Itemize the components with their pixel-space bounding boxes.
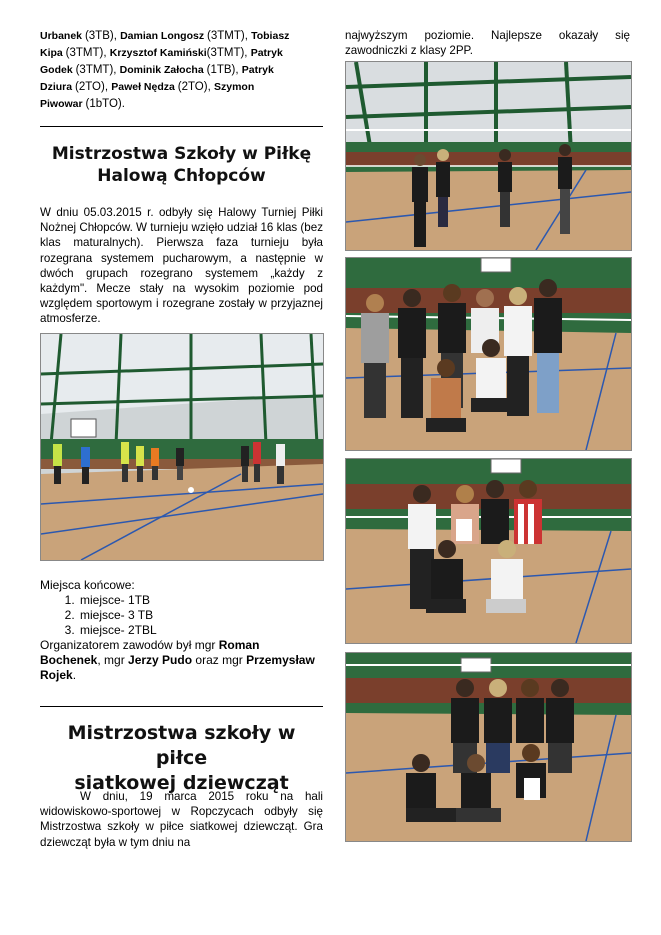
girls-section	[40, 721, 323, 796]
futsal-photo	[40, 333, 324, 561]
player-name: Damian Longosz	[120, 30, 208, 42]
player-name: Urbanek	[40, 30, 85, 42]
volleyball-match-photo	[345, 61, 632, 251]
girls-paragraph-continued: najwyższym poziomie. Najlepsze okazały się zawodniczki z klasy 2PP.	[345, 29, 630, 58]
boys-section	[40, 143, 323, 187]
section-divider	[40, 126, 323, 127]
organizer-name: Roman Bochenek	[40, 638, 260, 667]
player-name: Krzysztof Kamiński	[109, 47, 207, 59]
standings-list	[40, 593, 323, 638]
title-line-2: siatkowej dziewcząt	[74, 772, 289, 794]
title-line-2: Halową Chłopców	[97, 166, 266, 186]
player-class: (2TO),	[177, 81, 214, 93]
standing-item: 2. miejsce- 3 TB	[78, 608, 323, 623]
winning-team-photo	[345, 458, 632, 644]
player-name: Godek	[40, 64, 76, 76]
player-class: (3TB),	[84, 30, 121, 42]
player-name: Patryk	[241, 64, 274, 76]
girls-paragraph: W dniu, 19 marca 2015 roku na hali widowiskowo-sportowej w Ropczycach odbyły się Mistrzostwa szkoły w piłce siatkowej dziewcząt. Gra dziewcząt była w tym dniu na	[40, 790, 323, 849]
player-name: Piwowar	[40, 98, 86, 110]
organizer-name: Przemysław Rojek	[40, 653, 315, 682]
standing-item: 3. miejsce- 2TBL	[78, 623, 323, 638]
player-class: (3TMT),	[75, 64, 120, 76]
girls-section-title	[40, 721, 323, 796]
player-class: (1bTO).	[85, 98, 125, 110]
player-class: (3TMT),	[207, 30, 252, 42]
player-name: Dziura	[40, 81, 76, 93]
player-class: (3TMT),	[206, 47, 251, 59]
boys-paragraph: W dniu 05.03.2015 r. odbyły się Halowy Turniej Piłki Nożnej Chłopców. W turnieju wzięło udział 16 klas (bez klas maturalnych). Pierwsza faza turnieju była rozegrana systemem pucharowym, a następnie w dwóch grupach rozegrano systemem „każdy z każdym". Mecze stały na wysokim poziomie pod względem sportowym i rozegrane zostały w przyjaznej atmosferze.	[40, 206, 323, 326]
player-name: Dominik Załocha	[119, 64, 207, 76]
player-name: Kipa	[40, 47, 66, 59]
player-class: (3TMT),	[65, 47, 110, 59]
boys-section-title	[40, 143, 323, 187]
player-class: (1TB),	[206, 64, 242, 76]
players-list	[40, 28, 323, 113]
player-name: Tobiasz	[251, 30, 290, 42]
team-group-photo	[345, 257, 632, 451]
player-class: (2TO),	[75, 81, 112, 93]
standings-label: Miejsca końcowe:	[40, 578, 135, 592]
left-column	[40, 28, 323, 113]
final-standings	[40, 578, 323, 683]
player-name: Patryk	[250, 47, 283, 59]
title-line-1: Mistrzostwa Szkoły w Piłkę	[51, 144, 312, 164]
organizer-name: Jerzy Pudo	[128, 653, 193, 667]
title-line-1: Mistrzostwa szkoły w piłce	[67, 722, 296, 769]
second-team-photo	[345, 652, 632, 842]
organizers-text: Organizatorem zawodów był mgr Roman Bochenek, mgr Jerzy Pudo oraz mgr Przemysław Rojek.	[40, 638, 315, 682]
player-name: Paweł Nędza	[111, 81, 178, 93]
standing-item: 1. miejsce- 1TB	[78, 593, 323, 608]
section-divider	[40, 706, 323, 707]
player-name: Szymon	[213, 81, 255, 93]
